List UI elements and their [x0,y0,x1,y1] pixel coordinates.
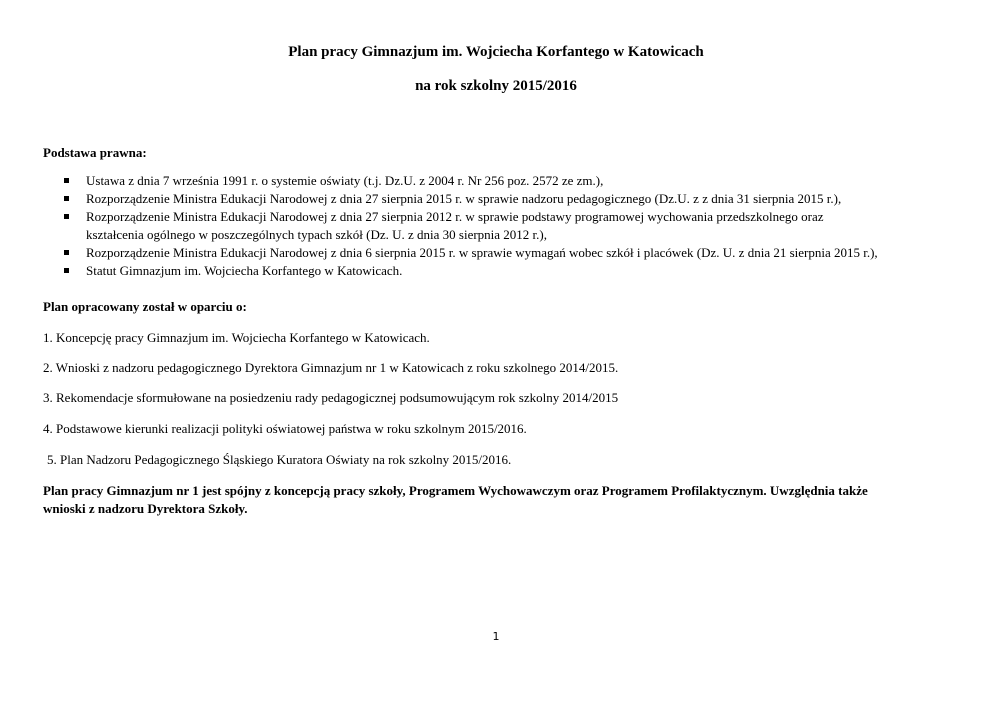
page-number: 1 [492,630,500,643]
plan-basis-item: 4. Podstawowe kierunki realizacji polityki oświatowej państwa w roku szkolnym 2015/2016. [43,421,527,436]
legal-basis-heading: Podstawa prawna: [43,145,147,160]
legal-basis-list [64,172,964,280]
list-item [64,190,964,208]
document-subtitle: na rok szkolny 2015/2016 [415,78,577,94]
square-bullet-icon [64,250,69,255]
summary-paragraph [43,482,963,518]
square-bullet-icon [64,268,69,273]
summary-text: Plan pracy Gimnazjum nr 1 jest spójny z koncepcją pracy szkoły, Programem Wychowawczym oraz Programem Profilaktycznym. Uwzględnia także [43,483,868,498]
plan-basis-item: 2. Wnioski z nadzoru pedagogicznego Dyrektora Gimnazjum nr 1 w Katowicach z roku szkolnego 2014/2015. [43,360,619,375]
document-title: Plan pracy Gimnazjum im. Wojciecha Korfantego w Katowicach [288,44,704,60]
plan-basis-heading: Plan opracowany został w oparciu o: [43,299,247,314]
square-bullet-icon [64,214,69,219]
summary-text-continuation: wnioski z nadzoru Dyrektora Szkoły. [43,501,248,516]
list-item-text: Statut Gimnazjum im. Wojciecha Korfantego w Katowicach. [86,263,403,278]
list-item [64,262,964,280]
list-item-text: Ustawa z dnia 7 września 1991 r. o systemie oświaty (t.j. Dz.U. z 2004 r. Nr 256 poz. 2572 ze zm.), [86,173,604,188]
list-item-text-continuation: kształcenia ogólnego w poszczególnych typach szkół (Dz. U. z dnia 30 sierpnia 2012 r.), [86,227,547,242]
square-bullet-icon [64,196,69,201]
list-item [64,172,964,190]
square-bullet-icon [64,178,69,183]
list-item-text: Rozporządzenie Ministra Edukacji Narodowej z dnia 6 sierpnia 2015 r. w sprawie wymagań wobec szkół i placówek (Dz. U. z dnia 21 sierpnia 2015 r.), [86,245,878,260]
plan-basis-item: 5. Plan Nadzoru Pedagogicznego Śląskiego Kuratora Oświaty na rok szkolny 2015/2016. [47,452,512,467]
plan-basis-item: 3. Rekomendacje sformułowane na posiedzeniu rady pedagogicznej podsumowującym rok szkolny 2014/2015 [43,390,619,405]
list-item [64,244,964,262]
list-item [64,208,964,244]
list-item-text: Rozporządzenie Ministra Edukacji Narodowej z dnia 27 sierpnia 2015 r. w sprawie nadzoru pedagogicznego (Dz.U. z z dnia 31 sierpnia 2015 r.), [86,191,842,206]
list-item-text: Rozporządzenie Ministra Edukacji Narodowej z dnia 27 sierpnia 2012 r. w sprawie podstawy programowej wychowania przedszkolnego oraz [86,209,824,224]
plan-basis-item: 1. Koncepcję pracy Gimnazjum im. Wojciecha Korfantego w Katowicach. [43,330,430,345]
